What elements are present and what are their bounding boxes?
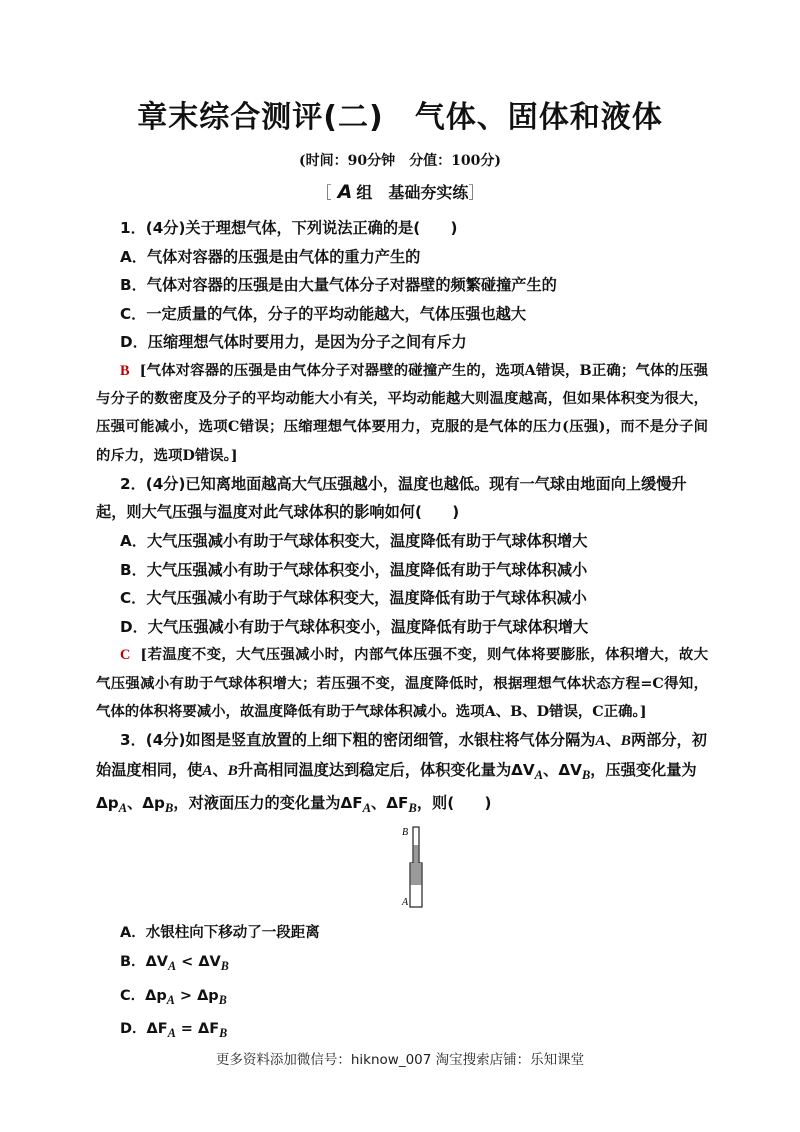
question-3-option-d: D．$\Delta F_A = \Delta F_B$ [120, 1021, 228, 1040]
question-1-option-d: D．压缩理想气体时要用力，是因为分子之间有斥力 [120, 333, 467, 352]
section-heading [0, 180, 800, 203]
bracket-right: ］ [468, 183, 485, 202]
bracket-left: ［ [315, 183, 332, 202]
mercury-column-upper [414, 845, 419, 863]
question-3-option-b: B．$\Delta V_A < \Delta V_B$ [120, 954, 229, 974]
question-1-option-c: C．一定质量的气体，分子的平均动能越大，气体压强也越大 [120, 304, 527, 323]
question-1-stem: 1．(4分)关于理想气体，下列说法正确的是( ) [120, 219, 458, 237]
question-3-stem: 3．(4分)如图是竖直放置的上细下粗的密闭细管，水银柱将气体分隔为A、B两部分，初始温度相同，使A、B升高相同温度达到稳定后，体积变化量为$\Delta V_A$、$\Delta V_B$，压强变化量为$\Delta p_A$、$\Delta p_B$，对液面压力的变化量为$\Delta F_A$、$\Delta F_B$，则( ) [96, 730, 707, 816]
question-2-option-a: A．大气压强减小有助于气球体积变大，温度降低有助于气球体积增大 [120, 531, 588, 550]
label-a: A [402, 896, 409, 908]
question-1-option-b: B．气体对容器的压强是由大量气体分子对器壁的频繁碰撞产生的 [120, 276, 557, 295]
question-2-option-b: B．大气压强减小有助于气球体积变小，温度降低有助于气球体积减小 [120, 560, 588, 579]
question-1-option-a: A．气体对容器的压强是由气体的重力产生的 [120, 247, 421, 266]
question-3-option-c: C．$\Delta p_A > \Delta p_B$ [120, 987, 227, 1007]
question-2-answer [96, 641, 708, 726]
question-2-stem: 2．(4分)已知离地面越高大气压强越小，温度也越低。现有一气球由地面向上缓慢升起，则大气压强与温度对此气球体积的影响如何( ) [96, 474, 687, 522]
group-label: 组 基础夯实练 [356, 183, 469, 202]
tube-figure [96, 825, 708, 915]
group-letter: A [337, 181, 353, 203]
answer-explanation: [气体对容器的压强是由气体分子对器壁的碰撞产生的，选项A错误，B正确；气体的压强与分子的数密度及分子的平均动能大小有关，平均动能越大则温度越高，但如果体积变为很大，压强可能减小，选项C错误；压缩理想气体要用力，克服的是气体的压力(压强)，而不是分子间的斥力，选项D错误。] [96, 361, 708, 464]
question-1-answer [96, 357, 708, 470]
question-2-option-c: C．大气压强减小有助于气球体积变大，温度降低有助于气球体积减小 [120, 589, 587, 608]
question-3-option-a: A．水银柱向下移动了一段距离 [120, 924, 320, 941]
answer-letter: C [120, 647, 131, 664]
page-title: 章末综合测评(二) 气体、固体和液体 [137, 100, 663, 135]
question-2-option-d: D．大气压强减小有助于气球体积变小，温度降低有助于气球体积增大 [120, 617, 589, 636]
question-3 [96, 726, 708, 1049]
mercury-column-lower [411, 863, 422, 885]
question-1 [96, 214, 708, 470]
sealed-tube-diagram [396, 825, 436, 909]
answer-letter: B [120, 362, 130, 379]
question-3-options [96, 919, 708, 1049]
footer-note: 更多资料添加微信号：hiknow_007 淘宝搜索店铺：乐知课堂 [215, 1052, 585, 1068]
label-b: B [402, 826, 409, 838]
question-2 [96, 470, 708, 726]
answer-explanation: [若温度不变，大气压强减小时，内部气体压强不变，则气体将要膨胀，体积增大，故大气压强减小有助于气球体积增大；若压强不变，温度降低时，根据理想气体状态方程=C得知，气体的体积将要减小，故温度降低有助于气球体积减小。选项A、B、D错误，C正确。] [96, 646, 708, 720]
time-score-info: (时间：90分钟 分值：100分) [299, 153, 501, 169]
question-list [96, 214, 708, 1048]
